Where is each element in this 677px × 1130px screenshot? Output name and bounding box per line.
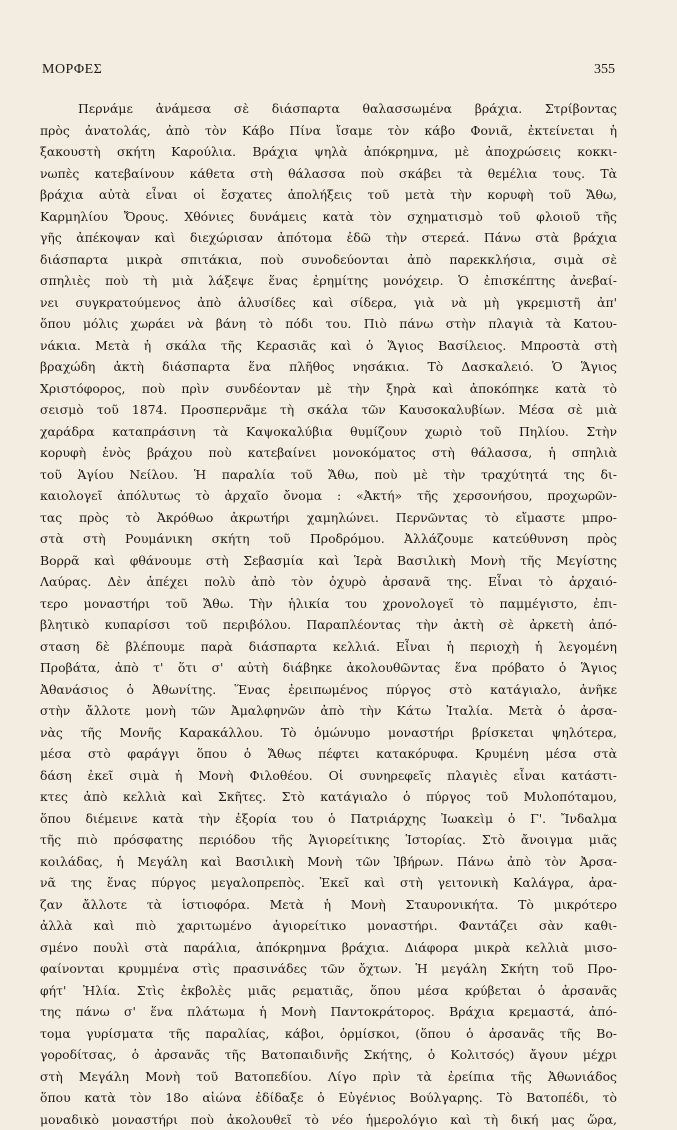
text-line: νωπὲς κατεβαίνουν κάθετα στὴ θάλασσα ποὺ σκάβει τὰ θεμέλια τους. Τὰ — [40, 163, 617, 185]
text-line: νει συγκρατούμενος ἀπὸ ἁλυσίδες καὶ σίδερα, γιὰ νὰ μὴ γκρεμιστῆ ἀπ' — [40, 292, 617, 314]
text-line: φαίνονται κρυμμένα στὶς πρασινάδες τῶν ὄχτων. Ἡ μεγάλη Σκήτη τοῦ Προ- — [40, 958, 617, 980]
text-line: Προβάτα, ἀπὸ τ' ὅτι σ' αὐτὴ διάβηκε ἀκολουθῶντας ἕνα πρόβατο ὁ Ἅγιος — [40, 657, 617, 679]
body-paragraph — [40, 98, 617, 1130]
text-line: μοναδικὸ μοναστήρι ποὺ ἀκολουθεῖ τὸ νέο ἡμερολόγιο καὶ τὴ δική μας ὥρα, — [40, 1109, 617, 1130]
text-line: κορυφὴ ἑνὸς βράχου ποὺ κατεβαίνει μονοκόματος στὴ θάλασσα, ἡ σπηλιὰ — [40, 442, 617, 464]
text-line: μέσα στὸ φαράγγι ὅπου ὁ Ἄθως πέφτει κατακόρυφα. Κρυμένη μέσα στὰ — [40, 743, 617, 765]
text-line: τοῦ Ἁγίου Νείλου. Ἡ παραλία τοῦ Ἄθω, ποὺ μὲ τὴν τραχύτητά της δι- — [40, 464, 617, 486]
text-line: στὴν ἄλλοτε μονὴ τῶν Ἀμαλφηνῶν ἀπὸ τὴν Κάτω Ἰταλία. Μετὰ ὁ ἀρσα- — [40, 700, 617, 722]
text-line: κοιλάδας, ἡ Μεγάλη καὶ Βασιλικὴ Μονὴ τῶν Ἰβήρων. Πάνω ἀπὸ τὸν Ἀρσα- — [40, 851, 617, 873]
text-line: ἀλλὰ καὶ πιὸ χαριτωμένο ἁγιορείτικο μοναστήρι. Φαντάζει σὰν καθι- — [40, 915, 617, 937]
text-line: βραχώδη ἀκτὴ διάσπαρτα ἕνα πλῆθος νησάκια. Τὸ Δασκαλειό. Ὁ Ἅγιος — [40, 356, 617, 378]
text-line: τῆς πιὸ πρόσφατης περιόδου τῆς Ἁγιορείτικης Ἱστορίας. Στὸ ἄνοιγμα μιᾶς — [40, 829, 617, 851]
text-line: νᾶ της ἕνας πύργος μεγαλοπρεπὸς. Ἐκεῖ καὶ στὴ γειτονικὴ Καλάγρα, ἀρα- — [40, 872, 617, 894]
text-line: Ἀθανάσιος ὁ Ἀθωνίτης. Ἕνας ἐρειπωμένος πύργος στὸ κατάγιαλο, ἀνῆκε — [40, 679, 617, 701]
text-line: Καρμηλίου Ὄρους. Χθόνιες δυνάμεις κατὰ τὸν σχηματισμὸ τοῦ φλοιοῦ τῆς — [40, 206, 617, 228]
text-line: ὅπου κατὰ τὸν 18ο αἰώνα ἐδίδαξε ὁ Εὐγένιος Βούλγαρης. Τὸ Βατοπέδι, τὸ — [40, 1087, 617, 1109]
text-line: ξακουστὴ σκήτη Καρούλια. Βράχια ψηλὰ ἀπόκρημνα, μὲ ἀποχρώσεις κοκκι- — [40, 141, 617, 163]
text-line: κτες ἀπὸ κελλιὰ καὶ Σκῆτες. Στὸ κατάγιαλο ὁ πύργος τοῦ Μυλοπόταμου, — [40, 786, 617, 808]
text-line: δάση ἐκεῖ σιμὰ ἡ Μονὴ Φιλοθέου. Οἱ συνηρεφεῖς πλαγιὲς εἶναι κατάστι- — [40, 765, 617, 787]
page-number: 355 — [594, 62, 615, 78]
text-line: Λαύρας. Δὲν ἀπέχει πολὺ ἀπὸ τὸν ὀχυρὸ ἀρσανᾶ της. Εἶναι τὸ ἀρχαιό- — [40, 571, 617, 593]
text-line: γῆς ἀπέκοψαν καὶ διεχώρισαν ἀπότομα ἐδῶ τὴν στερεά. Πάνω στὰ βράχια — [40, 227, 617, 249]
text-line: στὴ Μεγάλη Μονὴ τοῦ Βατοπεδίου. Λίγο πρὶν τὰ ἐρείπια τῆς Ἀθωνιάδος — [40, 1066, 617, 1088]
text-line: νὰς τῆς Μονῆς Καρακάλλου. Τὸ ὁμώνυμο μοναστήρι βρίσκεται ψηλότερα, — [40, 722, 617, 744]
text-line: βράχια αὐτὰ εἶναι οἱ ἔσχατες ἀπολήξεις τοῦ μετὰ τὴν κορυφὴ τοῦ Ἄθω, — [40, 184, 617, 206]
text-line: καιολογεῖ ἀπόλυτως τὸ ἀρχαῖο ὄνομα : «Ἀκτή» τῆς χερσονήσου, προχωρῶν- — [40, 485, 617, 507]
text-line: ζαν ἄλλοτε τὰ ἱστιοφόρα. Μετὰ ἡ Μονὴ Σταυρονικήτα. Τὸ μικρότερο — [40, 894, 617, 916]
text-line: γοροδίτσας, ὁ ἀρσανᾶς τῆς Βατοπαιδινῆς Σκήτης, ὁ Κολιτσός) ἄγουν μέχρι — [40, 1044, 617, 1066]
text-line: Βορρᾶ καὶ φθάνουμε στὴ Σεβασμία καὶ Ἱερὰ Βασιλικὴ Μονὴ τῆς Μεγίστης — [40, 550, 617, 572]
text-line: βλητικὸ κυπαρίσσι τοῦ περιβόλου. Παραπλέοντας τὴν ἀκτὴ σὲ ἀρκετὴ ἀπό- — [40, 614, 617, 636]
text-line: φήτ' Ἠλία. Στὶς ἐκβολὲς μιᾶς ρεματιᾶς, ὅπου μέσα κρύβεται ὁ ἀρσανᾶς — [40, 980, 617, 1002]
text-line: Χριστόφορος, ποὺ πρὶν συνδέονταν μὲ τὴν ξηρὰ καὶ ἀποκόπηκε κατὰ τὸ — [40, 378, 617, 400]
running-head: ΜΟΡΦΕΣ — [42, 62, 102, 78]
text-line: τερο μοναστήρι τοῦ Ἄθω. Τὴν ἡλικία του χρονολογεῖ τὸ παμμέγιστο, ἐπι- — [40, 593, 617, 615]
text-line: Περνάμε ἀνάμεσα σὲ διάσπαρτα θαλασσωμένα βράχια. Στρίβοντας — [40, 98, 617, 120]
text-line: στὰ στὴ Ρουμάνικη σκήτη τοῦ Προδρόμου. Ἀλλάζουμε κατεύθυνση πρὸς — [40, 528, 617, 550]
text-line: ὅπου διέμεινε κατὰ τὴν ἐξορία του ὁ Πατριάρχης Ἰωακεὶμ ὁ Γ'. Ἴνδαλμα — [40, 808, 617, 830]
page-header — [42, 62, 615, 78]
text-line: της πάνω σ' ἕνα πλάτωμα ἡ Μονὴ Παντοκράτορος. Βράχια κρεμαστά, ἀπό- — [40, 1001, 617, 1023]
text-line: σεισμὸ τοῦ 1874. Προσπερνᾶμε τὴ σκάλα τῶν Καυσοκαλυβίων. Μέσα σὲ μιὰ — [40, 399, 617, 421]
text-line: τας πρὸς τὸ Ἀκρόθωο ἀκρωτήρι χαμηλώνει. Περνῶντας τὸ εἴμαστε μπρο- — [40, 507, 617, 529]
text-line: σπηλιὲς ποὺ τὴ μιὰ λάξεψε ἕνας ἐρημίτης μονόχειρ. Ὁ ἐπισκέπτης ἀνεβαί- — [40, 270, 617, 292]
text-line: τομα γυρίσματα τῆς παραλίας, κάβοι, ὁρμίσκοι, (ὅπου ὁ ἀρσανᾶς τῆς Βο- — [40, 1023, 617, 1045]
text-line: σμένο πουλὶ στὰ παράλια, ἀπόκρημνα βράχια. Διάφορα μικρὰ κελλιὰ μισο- — [40, 937, 617, 959]
text-line: διάσπαρτα μικρὰ σπιτάκια, ποὺ συνοδεύονται ἀπὸ παρεκκλήσια, σιμὰ σὲ — [40, 249, 617, 271]
text-line: πρὸς ἀνατολάς, ἀπὸ τὸν Κάβο Πίνα ἴσαμε τὸν κάβο Φονιᾶ, ἐκτείνεται ἡ — [40, 120, 617, 142]
text-line: σταση δὲ βλέπουμε παρὰ διάσπαρτα κελλιά. Εἶναι ἡ περιοχὴ ἡ λεγομένη — [40, 636, 617, 658]
text-line: χαράδρα καταπράσινη τὰ Καψοκαλύβια θυμίζουν χωριὸ τοῦ Πηλίου. Στὴν — [40, 421, 617, 443]
text-line: ὅπου μόλις χωράει νὰ βάνη τὸ πόδι του. Πιὸ πάνω στὴν πλαγιὰ τὰ Κατου- — [40, 313, 617, 335]
text-line: νάκια. Μετὰ ἡ σκάλα τῆς Κερασιᾶς καὶ ὁ Ἅγιος Βασίλειος. Μπροστὰ στὴ — [40, 335, 617, 357]
